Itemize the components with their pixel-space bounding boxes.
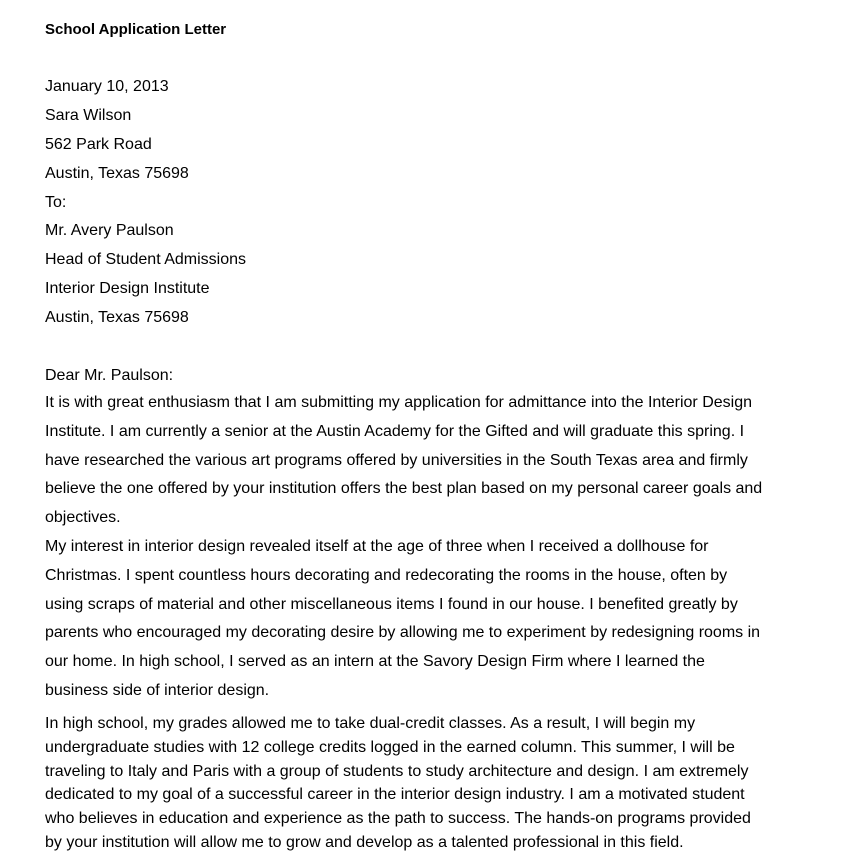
paragraph-line: who believes in education and experience as the path to success. The hands-on programs provided	[45, 810, 751, 828]
recipient-city: Austin, Texas 75698	[45, 309, 189, 327]
document-title: School Application Letter	[45, 21, 227, 38]
paragraph-line: Institute. I am currently a senior at the Austin Academy for the Gifted and will graduate this spring. I	[45, 422, 745, 440]
paragraph-line: objectives.	[45, 509, 121, 527]
paragraph-line: believe the one offered by your institution offers the best plan based on my personal career goals and	[45, 480, 763, 498]
recipient-organization: Interior Design Institute	[45, 280, 210, 298]
paragraph-line: our home. In high school, I served as an intern at the Savory Design Firm where I learned the	[45, 653, 705, 671]
paragraph-line: have researched the various art programs offered by universities in the South Texas area and firmly	[45, 451, 748, 469]
paragraph-line: Christmas. I spent countless hours decorating and redecorating the rooms in the house, often by	[45, 566, 728, 584]
paragraph-line: In high school, my grades allowed me to take dual-credit classes. As a result, I will begin my	[45, 715, 696, 732]
paragraph-line: by your institution will allow me to grow and develop as a talented professional in this field.	[45, 833, 684, 851]
paragraph-line: dedicated to my goal of a successful career in the interior design industry. I am a motivated student	[45, 786, 745, 804]
paragraph-line: traveling to Italy and Paris with a group of students to study architecture and design. I am extremely	[45, 762, 749, 780]
recipient-title: Head of Student Admissions	[45, 251, 247, 269]
sender-city: Austin, Texas 75698	[45, 164, 189, 182]
recipient-name: Mr. Avery Paulson	[45, 222, 174, 240]
letter-date: January 10, 2013	[45, 78, 169, 95]
paragraph-line: parents who encouraged my decorating desire by allowing me to experiment by redesigning rooms in	[45, 624, 761, 642]
paragraph-1	[45, 389, 762, 533]
paragraph-line: It is with great enthusiasm that I am submitting my application for admittance into the Interior Design	[45, 394, 752, 411]
paragraph-line: business side of interior design.	[45, 681, 270, 699]
paragraph-line: undergraduate studies with 12 college credits logged in the earned column. This summer, I will be	[45, 738, 735, 756]
to-label: To:	[45, 193, 67, 211]
paragraph-line: My interest in interior design revealed itself at the age of three when I received a dollhouse for	[45, 538, 709, 555]
paragraph-3	[45, 712, 751, 855]
paragraph-2	[45, 533, 760, 706]
paragraph-line: using scraps of material and other miscellaneous items I found in our house. I benefited greatly by	[45, 595, 738, 613]
sender-street: 562 Park Road	[45, 135, 152, 153]
salutation: Dear Mr. Paulson:	[45, 367, 174, 384]
letter-header	[45, 73, 246, 333]
sender-name: Sara Wilson	[45, 106, 132, 124]
